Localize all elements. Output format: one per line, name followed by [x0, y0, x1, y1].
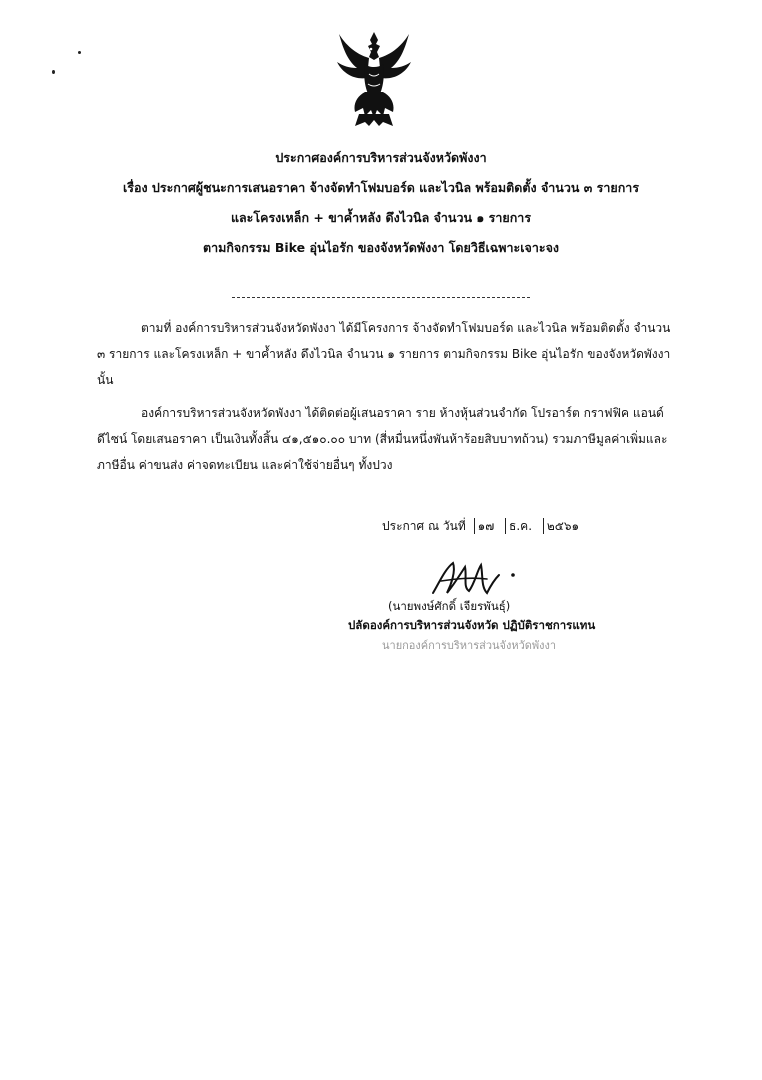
garuda-emblem: [335, 30, 413, 128]
signatory-position: ปลัดองค์การบริหารส่วนจังหวัด ปฏิบัติราชการแทน: [348, 618, 596, 632]
subject-line-continued: และโครงเหล็ก + ขาค้ำหลัง ดึงไวนิล จำนวน ๑ รายการ: [230, 210, 532, 225]
paragraph-1-line-2: ๓ รายการ และโครงเหล็ก + ขาค้ำหลัง ดึงไวนิล จำนวน ๑ รายการ ตามกิจกรรม Bike อุ่นไอรัก ของจังหวัดพังงา: [97, 347, 671, 361]
date-label: ประกาศ ณ วันที่: [382, 519, 466, 533]
subject-line-activity: ตามกิจกรรม Bike อุ่นไอรัก ของจังหวัดพังงา โดยวิธีเฉพาะเจาะจง: [202, 240, 560, 255]
scan-speck: [52, 70, 55, 74]
date-day: ๑๗: [474, 518, 498, 534]
divider-line: [232, 297, 530, 298]
paragraph-2-line-3: ภาษีอื่น ค่าขนส่ง ค่าจดทะเบียน และค่าใช้จ่ายอื่นๆ ทั้งปวง: [97, 458, 393, 472]
paragraph-1-line-3: นั้น: [97, 373, 114, 387]
handwritten-signature: [425, 553, 530, 603]
paragraph-2-line-2: ดีไซน์ โดยเสนอราคา เป็นเงินทั้งสิ้น ๔๑,๕๑๐.๐๐ บาท (สี่หมื่นหนึ่งพันห้าร้อยสิบบาทถ้วน) รวมภาษีมูลค่าเพิ่มและ: [97, 432, 668, 446]
signatory-position-faded: นายกองค์การบริหารส่วนจังหวัดพังงา: [382, 639, 557, 652]
announcement-title: ประกาศองค์การบริหารส่วนจังหวัดพังงา: [275, 150, 487, 165]
subject-line: เรื่อง ประกาศผู้ชนะการเสนอราคา จ้างจัดทำโฟมบอร์ด และไวนิล พร้อมติดตั้ง จำนวน ๓ รายการ: [122, 180, 640, 195]
paragraph-1-line-1: ตามที่ องค์การบริหารส่วนจังหวัดพังงา ได้มีโครงการ จ้างจัดทำโฟมบอร์ด และไวนิล พร้อมติดตั้ง จำนวน: [141, 321, 671, 335]
scan-speck: [78, 51, 81, 54]
announcement-date: [382, 518, 582, 534]
paragraph-2-line-1: องค์การบริหารส่วนจังหวัดพังงา ได้ติดต่อผู้เสนอราคา ราย ห้างหุ้นส่วนจำกัด โปรอาร์ต กราฟฟิค แอนด์: [141, 406, 664, 420]
date-year: ๒๕๖๑: [543, 518, 582, 534]
date-month: ธ.ค.: [505, 518, 535, 534]
signatory-name: (นายพงษ์ศักดิ์ เจียรพันธุ์): [388, 599, 511, 613]
